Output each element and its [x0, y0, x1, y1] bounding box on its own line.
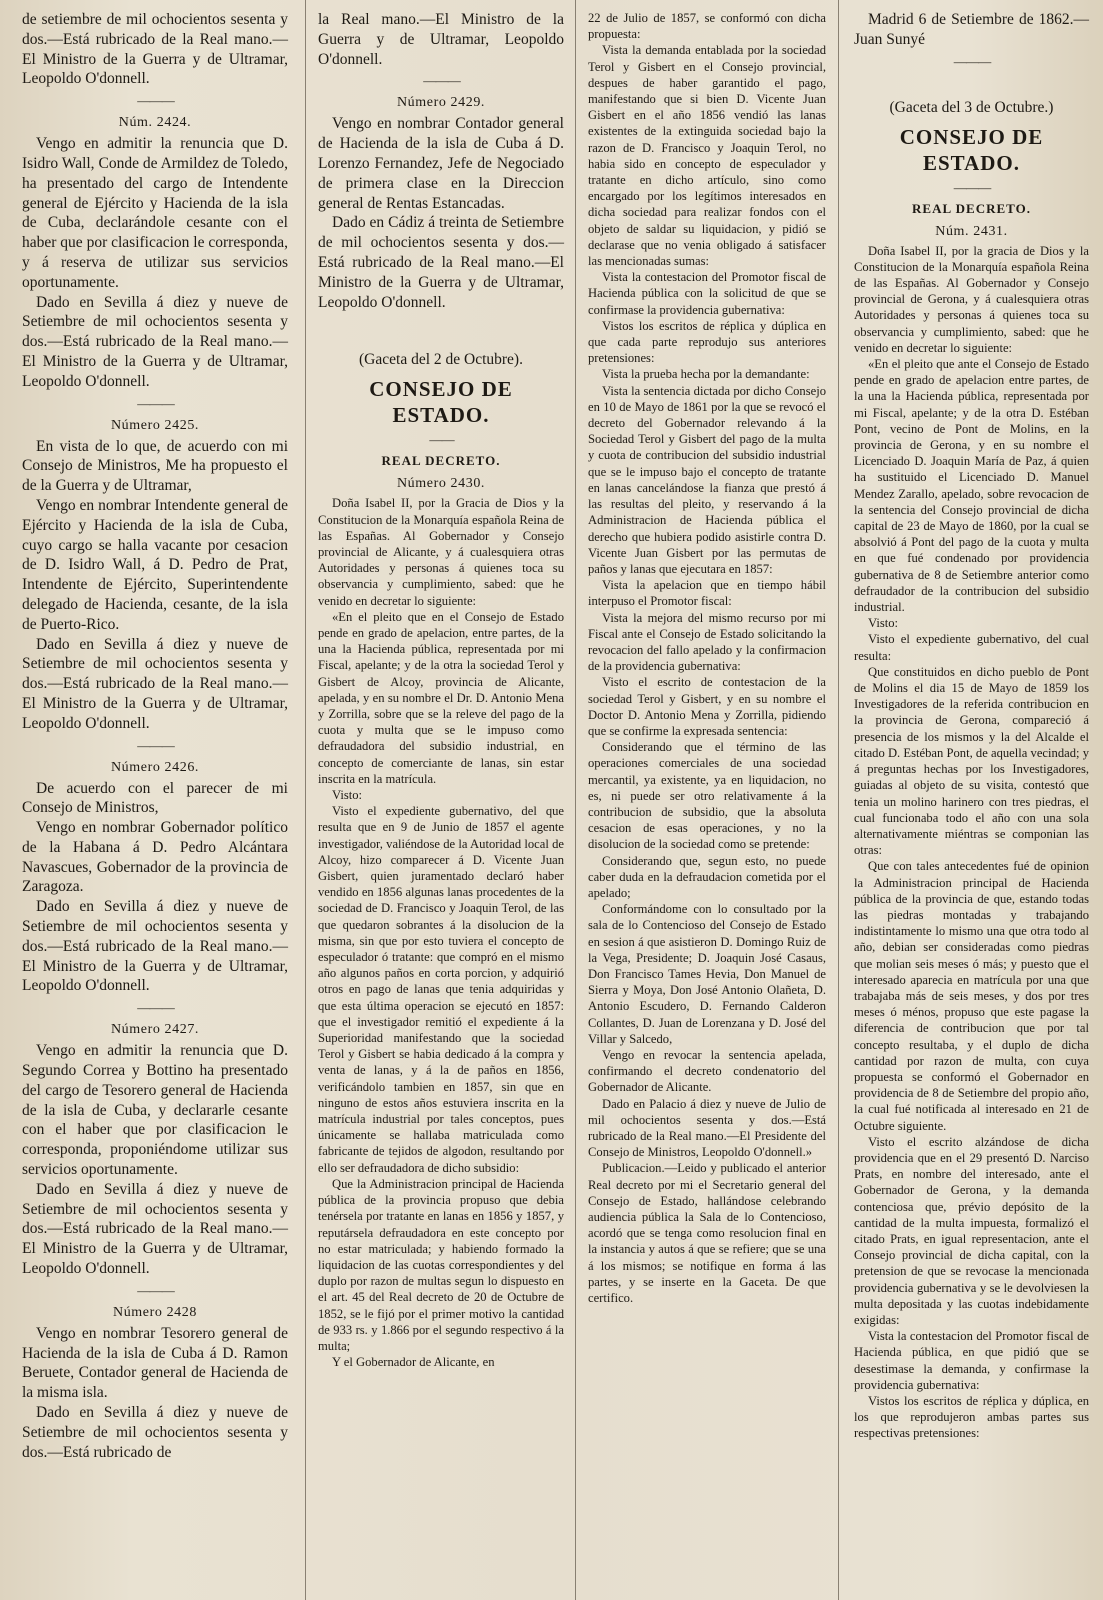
ornament-rule: — — —: [137, 737, 173, 753]
paragraph: Dado en Sevilla á diez y nueve de Setiembre de mil ochocientos sesenta y dos.—Está rubricado de la Real mano.—El Ministro de la Guerra y de Ultramar, Leopoldo O'donnell.: [22, 898, 288, 995]
paragraph: Vengo en revocar la sentencia apelada, confirmando el decreto condenatorio del Gobernador de Alicante.: [588, 1048, 826, 1095]
column-4: [846, 0, 1103, 1600]
ornament-rule: — — —: [137, 1282, 173, 1298]
decree-number: Número 2429.: [396, 95, 486, 111]
paragraph: «En el pleito que ante el Consejo de Estado pende en grado de apelacion entre partes, de la una la Hacienda pública, representada por mi Fiscal, apelante; y de la otra D. Estéban Pont, vecino de Pont de Molins, en la provincia de Gerona, y en su nombre el Licenciado D. Joaquin María de Paz, á quien ha sustituido el Licenciado D. Manuel Mendez Zarallo, apelado, sobre revocacion de la sentencia del Consejo provincial de dicha capital de 23 de Mayo de 1860, por la cual se absolvió á Pont del pago de la cuota y multa en que fué condenado por providencia gubernativa de 8 de Setiembre anterior como defraudador de la contribucion del subsidio industrial.: [854, 357, 1089, 615]
paragraph: Vistos los escritos de réplica y dúplica en que cada parte reprodujo sus anteriores pretensiones:: [588, 318, 826, 366]
column-3: [582, 0, 830, 1600]
decree-number: Número 2430.: [396, 476, 486, 492]
paragraph: Vista la demanda entablada por la sociedad Terol y Gisbert en el Consejo provincial, despues de haber garantido el pago, manifestando que si bien D. Vicente Juan Gisbert en el año 1856 vendió las lanas existentes de la extinguida sociedad bajo la razon de D. Francisco y Joaquin Terol, no habia sido en concepto de especulador y tratante en dicho artículo, sino como encargado por los legítimos interesados en dicha sociedad para realizar fondos con el objeto de saldar su liquidacion, y pidió se declarase que no venia obligado á satisfacer las mencionadas sumas:: [588, 43, 826, 269]
paragraph: Dado en Sevilla á diez y nueve de Setiembre de mil ochocientos sesenta y dos.—Está rubricado de la Real mano.—El Ministro de la Guerra y de Ultramar, Leopoldo O'donnell.: [22, 635, 288, 732]
decree-number: Número 2426.: [110, 759, 200, 775]
column-rule: [838, 0, 839, 1600]
paragraph: Dado en Sevilla á diez y nueve de Setiembre de mil ochocientos sesenta y dos.—Está rubricado de: [22, 1404, 288, 1461]
ornament-rule: — — —: [137, 93, 173, 109]
decree-number: Número 2428: [113, 1304, 197, 1320]
paragraph: de setiembre de mil ochocientos sesenta y dos.—Está rubricado de la Real mano.—El Ministro de la Guerra y de Ultramar, Leopoldo O'donnell.: [22, 11, 288, 88]
paragraph: Madrid 6 de Setiembre de 1862.—Juan Sunyé: [854, 11, 1089, 48]
paragraph: «En el pleito que en el Consejo de Estado pende en grado de apelacion, entre partes, de la una la Hacienda pública, representada por mi Fiscal, apelante; y de la otra la sociedad Terol y Gisbert de Alcoy, provincia de Alicante, apelada, y en su nombre el Dr. D. Antonio Mena y Zorrilla, sobre que se la releve del pago de la cuota y multa que se le impuso como defraudadora del subsidio industrial, en concepto de comerciante de lanas, sin estar inscrita en la matrícula.: [318, 609, 564, 786]
paragraph: Vengo en admitir la renuncia que D. Segundo Correa y Bottino ha presentado del cargo de Tesorero general de Hacienda de la isla de Cuba, y declararle cesante con el haber que por clasificacion le corresponda, proponiéndome utilizar sus servicios oportunamente.: [22, 1042, 288, 1179]
decree-heading: REAL DECRETO.: [381, 453, 501, 469]
paragraph: Vengo en nombrar Gobernador político de la Habana á D. Pedro Alcántara Navascues, Gobernador de la provincia de Zaragoza.: [22, 819, 288, 896]
paragraph: Doña Isabel II, por la gracia de Dios y la Constitucion de la Monarquía española Reina de las Españas. Al Gobernador y Consejo provincial de Gerona, y á cualesquiera otras Autoridades y personas á quienes toca su observancia y cumplimiento, sabed: que he venido en decretar lo siguiente:: [854, 243, 1089, 355]
column-1: [0, 0, 298, 1600]
column-rule: [575, 0, 576, 1600]
paragraph: Dado en Sevilla á diez y nueve de Setiembre de mil ochocientos sesenta y dos.—Está rubricado de la Real mano.—El Ministro de la Guerra y de Ultramar, Leopoldo O'donnell.: [22, 293, 288, 390]
paragraph: Doña Isabel II, por la Gracia de Dios y la Constitucion de la Monarquía española Reina de las Españas. Al Gobernador y Consejo provincial de Alicante, y á cualesquiera otras Autoridades y personas á quienes toca su observancia y cumplimiento, sabed: que he venido en decretar lo siguiente:: [318, 496, 564, 608]
paragraph: Vengo en nombrar Tesorero general de Hacienda de la isla de Cuba á D. Ramon Beruete, Contador general de Hacienda de la misma isla.: [22, 1324, 288, 1402]
decree-number: Número 2425.: [110, 417, 200, 433]
decree-heading: REAL DECRETO.: [912, 200, 1031, 216]
paragraph: De acuerdo con el parecer de mi Consejo de Ministros,: [22, 779, 288, 817]
spacer: [854, 74, 1089, 92]
paragraph: Que con tales antecedentes fué de opinion la Administracion principal de Hacienda pública de la provincia de que, estando todas las piedras montadas y trabajando indistintamente lo mismo una que otra todo al año, debian ser consideradas como piedras que molian seis meses ó más; y puesto que el interesado aparecia en matrícula por una que trabajaba más de seis meses, y dos por tres meses ó ménos, propuso que este pagase la diferencia de contribucion que por tal concepto resultaba, y el duplo de dicha cantidad por razon de multa, con cuya propuesta se conformó el Gobernador en providencia de 8 de Setiembre del propio año, la cual fué notificada al interesado en 21 de Octubre siguiente.: [854, 859, 1089, 1133]
paragraph: Vista la contestacion del Promotor fiscal de Hacienda pública con la solicitud de que se confirmase la providencia gubernativa:: [588, 270, 826, 317]
decree-number: Núm. 2431.: [935, 223, 1008, 239]
section-heading: CONSEJO DE ESTADO.: [899, 124, 1044, 175]
paragraph: Vista la apelacion que en tiempo hábil interpuso el Promotor fiscal:: [588, 578, 826, 609]
ornament-rule: — —: [429, 432, 453, 448]
paragraph: Que la Administracion principal de Hacienda pública de la provincia propuso que debia tenérsela por tratante en lanas en 1856 y 1857, y reputársela defraudadora en este concepto por no estar matriculada; y habiendo formado la liquidacion de las cuotas correspondientes y del duplo por razon de multas segun lo dispuesto en el art. 45 del Real decreto de 20 de Octubre de 1852, se le fijó por el primer motivo la cantidad de 933 rs. y 1.866 por el segundo respectivo á la multa;: [318, 1176, 564, 1353]
spacer: [318, 312, 564, 344]
paragraph: la Real mano.—El Ministro de la Guerra y de Ultramar, Leopoldo O'donnell.: [318, 11, 564, 68]
paragraph: Visto el expediente gubernativo, del cual resulta:: [854, 632, 1089, 663]
column-rule: [305, 0, 306, 1600]
paragraph: Vengo en admitir la renuncia que D. Isidro Wall, Conde de Armildez de Toledo, ha presentado del cargo de Intendente general de Ejército y Hacienda de la isla de Cuba, declarándole cesante con el haber que por clasificacion le corresponda, y á reserva de utilizar sus servicios oportunamente.: [22, 135, 288, 291]
paragraph: Visto:: [868, 616, 899, 631]
gazette-date: (Gaceta del 2 de Octubre).: [359, 351, 523, 369]
paragraph: Considerando que el término de las operaciones comerciales de una sociedad mercantil, ya existente, ya en liquidacion, no es, ni puede ser otro relativamente á la contribucion de subsidio, que la absoluta cesacion de esas operaciones, y no la disolucion de la sociedad como se pretende:: [588, 740, 826, 852]
decree-number: Número 2427.: [110, 1022, 200, 1038]
paragraph: 22 de Julio de 1857, se conformó con dicha propuesta:: [588, 11, 826, 42]
paragraph: Dado en Sevilla á diez y nueve de Setiembre de mil ochocientos sesenta y dos.—Está rubricado de la Real mano.—El Ministro de la Guerra y de Ultramar, Leopoldo O'donnell.: [22, 1180, 288, 1278]
paragraph: Visto el expediente gubernativo, del que resulta que en 9 de Junio de 1857 el agente investigador, valiéndose de la Autoridad local de Alcoy, hizo comparecer á D. Vicente Juan Gisbert, quien juramentado declaró haber vendido en 1856 algunas lanas procedentes de la sociedad de D. Francisco y Joaquin Terol, de las que quedaron sobrantes á la disolucion de la misma, sin que por esto tuviera el concepto de especulador ó tratante: que compró en el mismo año algunos paños en corta porcion, y adquirió otros en pago de lanas que tenia adquiridas y que esta última operacion se ejecutó en 1857: que el investigador remitió el expediente á la Superioridad manifestando que la sociedad Terol y Gisbert se habia dedicado á la compra y venta de lanas, y á la de paños en 1856, verificándolo tambien en 1857, sin que en ninguno de estos años estuviera inscrita en la matrícula industrial por tales conceptos, pues únicamente se hallaba matriculada como fabricante de tejidos de algodon, resultando por ello ser defraudadora de dicho subsidio:: [318, 804, 564, 1175]
ornament-rule: — — —: [953, 53, 990, 69]
paragraph: Vista la prueba hecha por la demandante:: [602, 367, 810, 382]
gazette-date: (Gaceta del 3 de Octubre.): [889, 98, 1054, 116]
paragraph: Y el Gobernador de Alicante, en: [332, 1355, 495, 1370]
ornament-rule: — — —: [953, 179, 990, 195]
section-heading: CONSEJO DE ESTADO.: [369, 377, 513, 428]
paragraph: Visto:: [332, 788, 363, 803]
paragraph: Vengo en nombrar Intendente general de Ejército y Hacienda de la isla de Cuba, cuyo cargo se halla vacante por cesacion de D. Isidro Wall, á D. Pedro de Prat, Intendente de Ejército, Superintendente delegado de Hacienda, cesante, de la isla de Puerto-Rico.: [22, 496, 288, 633]
paragraph: Vista la contestacion del Promotor fiscal de Hacienda pública, en que pidió que se desestimase la demanda, y confirmase la providencia gubernativa:: [854, 1329, 1089, 1392]
paragraph: Visto el escrito de contestacion de la sociedad Terol y Gisbert, y en su nombre el Doctor D. Antonio Mena y Zorrilla, pidiendo que se confirme la expresada sentencia:: [588, 675, 826, 738]
paragraph: Vengo en nombrar Contador general de Hacienda de la isla de Cuba á D. Lorenzo Fernandez, Jefe de Negociado de primera clase en la Direccion general de Rentas Estancadas.: [318, 115, 564, 212]
paragraph: Vista la mejora del mismo recurso por mi Fiscal ante el Consejo de Estado solicitando la revocacion del fallo apelado y la confirmacion de la providencia gubernativa:: [588, 610, 826, 674]
decree-number: Núm. 2424.: [118, 115, 192, 131]
column-2: [312, 0, 568, 1600]
paragraph: Considerando que, segun esto, no puede caber duda en la defraudacion cometida por el apelado;: [588, 853, 826, 900]
paragraph: Vista la sentencia dictada por dicho Consejo en 10 de Mayo de 1861 por la que se revocó el decreto del Gobernador relevando á la Sociedad Terol y Gisbert del pago de la multa y cuota de contribucion del subsidio industrial que se le impuso bajo el concepto de tratante en lanas cancelándose la fianza que prestó á las resultas del pleito, y reservando á la Administracion de Hacienda pública el derecho que hubiera podido asistirle contra D. Vicente Juan Gisbert por las permutas de paños y lanas que ejecutara en 1857:: [588, 383, 826, 576]
ornament-rule: — — —: [137, 1000, 173, 1016]
paragraph: Dado en Cádiz á treinta de Setiembre de mil ochocientos sesenta y dos.—Está rubricado de la Real mano.—El Ministro de la Guerra y de Ultramar, Leopoldo O'donnell.: [318, 214, 564, 311]
paragraph: Visto el escrito alzándose de dicha providencia que en el 29 presentó D. Narciso Prats, en nombre del interesado, ante el Gobernador de Gerona, y la demanda contenciosa que, prévio depósito de la cantidad de la multa impuesta, formalizó el citado Prats, en igual representacion, ante el Consejo provincial de dicha capital, con la pretension de que se revocase la mencionada providencia gubernativa y se le devolviesen la multa depositada y las cuotas indebidamente exigidas:: [854, 1134, 1089, 1327]
ornament-rule: — — —: [137, 395, 173, 411]
paragraph: Publicacion.—Leido y publicado el anterior Real decreto por mi el Secretario general del Consejo de Estado, hallándose celebrando audiencia pública la Sala de lo Contencioso, acordó que se tenga como resolucion final en la instancia y autos á que se refiere; que se una á los mismos; se notifique en forma á las partes, y se inserte en la Gaceta. De que certifico.: [588, 1161, 826, 1306]
paragraph: Vistos los escritos de réplica y dúplica, en los que reprodujeron ambas partes sus respectivas pretensiones:: [854, 1394, 1089, 1441]
paragraph: Dado en Palacio á diez y nueve de Julio de mil ochocientos sesenta y dos.—Está rubricado de la Real mano.—El Presidente del Consejo de Ministros, Leopoldo O'donnell.»: [588, 1096, 826, 1160]
paragraph: Conformándome con lo consultado por la sala de lo Contencioso del Consejo de Estado en sesion á que asistieron D. Domingo Ruiz de la Vega, Presidente; D. Joaquin José Casaus, Don Francisco Tames Hevia, Don Manuel de Sierra y Moya, Don José Antonio Olañeta, D. Antonio Escudero, D. Fernando Calderon Collantes, D. Juan de Lorenzana y D. José del Villar y Salcedo,: [588, 902, 826, 1046]
ornament-rule: — — —: [423, 73, 459, 89]
paragraph: Que constituidos en dicho pueblo de Pont de Molins el dia 15 de Mayo de 1859 los Investigadores de la referida contribucion en la provincia de Gerona, compareció á presencia de los mismos y la del Alcalde el citado D. Estéban Pont, de aquella vecindad; y á preguntas hechas por los Investigadores, guiadas al objeto de su visita, contestó que tenia un molino harinero con tres piedras, el cual funcionaba todo el año con una sola alternativamente miéntras se componian las otras:: [854, 664, 1089, 858]
paragraph: En vista de lo que, de acuerdo con mi Consejo de Ministros, Me ha propuesto el de la Guerra y de Ultramar,: [22, 437, 288, 495]
